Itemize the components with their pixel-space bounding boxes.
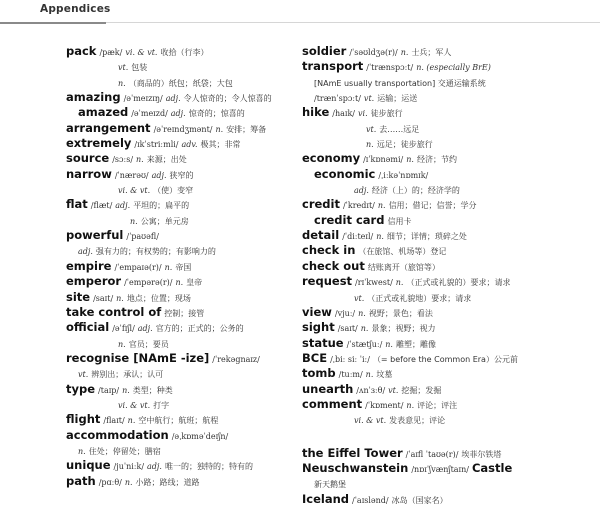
glossary-line xyxy=(302,57,598,72)
part-of-speech: n. xyxy=(377,201,386,211)
glossary-line xyxy=(66,195,298,210)
definition: 官员；要员 xyxy=(128,339,169,349)
phonetic: /ˈkɒment/ xyxy=(365,400,404,410)
definition: 地点；位置；现场 xyxy=(126,293,191,303)
phonetic: /ɪˈkɒnəmi/ xyxy=(363,155,404,165)
part-of-speech: vt. xyxy=(363,94,375,104)
headword: powerful xyxy=(66,228,124,243)
glossary-line xyxy=(302,395,598,410)
glossary-line xyxy=(66,241,298,256)
headword: view xyxy=(302,304,332,319)
phonetic: /ˈsəʊldʒə(r)/ xyxy=(349,48,398,57)
glossary-line xyxy=(302,444,598,459)
definition: 评论；评注 xyxy=(417,400,458,410)
glossary-line xyxy=(302,474,598,489)
glossary-line xyxy=(66,364,298,379)
glossary-line xyxy=(66,211,298,226)
headword: Iceland xyxy=(302,491,350,506)
definition: 皇帝 xyxy=(186,278,203,288)
glossary-line xyxy=(66,303,298,318)
definition: 结账离开（旅馆等） xyxy=(367,262,440,272)
headword: amazed xyxy=(78,105,129,120)
phonetic: /ɪkˈstriːmli/ xyxy=(134,140,179,150)
definition: 雕塑；雕像 xyxy=(395,339,436,349)
part-of-speech: adj. xyxy=(115,201,131,211)
glossary-line xyxy=(66,395,298,410)
glossary-line xyxy=(66,165,298,180)
headword: flat xyxy=(66,197,88,212)
phonetic: /ˈempaɪə(r)/ xyxy=(114,262,162,272)
glossary-line xyxy=(66,73,298,88)
part-of-speech: n. xyxy=(215,124,224,134)
definition: 信用；借记；信誉；学分 xyxy=(388,201,477,211)
definition: 公寓；单元房 xyxy=(140,216,189,226)
glossary-line xyxy=(66,472,298,487)
definition: （使）变窄 xyxy=(153,186,194,196)
part-of-speech: n. xyxy=(118,339,126,349)
part-of-speech: vt. xyxy=(78,370,89,380)
glossary-line xyxy=(66,426,298,441)
glossary-line xyxy=(66,334,298,349)
phonetic: /ˈempərə(r)/ xyxy=(124,278,173,288)
glossary-line xyxy=(302,318,598,333)
phonetic: /ˈnærəʊ/ xyxy=(114,170,149,180)
phonetic: /əˈreɪndʒmənt/ xyxy=(153,124,213,134)
headword: check out xyxy=(302,258,365,273)
part-of-speech: vt. xyxy=(354,293,365,303)
glossary-line xyxy=(66,456,298,471)
headword: economy xyxy=(302,151,361,166)
glossary-line xyxy=(302,195,598,210)
definition: 景象；视野；视力 xyxy=(371,324,436,334)
glossary-line xyxy=(66,410,298,425)
glossary-column-right xyxy=(302,42,598,505)
part-of-speech: n. xyxy=(376,232,384,242)
definition: （正式或礼貌地）要求；请求 xyxy=(367,293,472,303)
phonetic: /sɔːs/ xyxy=(112,155,134,165)
headword: tomb xyxy=(302,366,336,381)
glossary-line xyxy=(302,364,598,379)
headword: Neuschwanstein xyxy=(302,460,409,475)
glossary-line xyxy=(302,272,598,287)
part-of-speech: n. xyxy=(406,400,415,410)
glossary-line xyxy=(302,257,598,272)
definition: 住处；停留处；膳宿 xyxy=(88,446,161,456)
phonetic: /taɪp/ xyxy=(98,385,120,395)
definition: 信用卡 xyxy=(387,216,412,226)
phonetic: /tuːm/ xyxy=(338,370,363,380)
part-of-speech: n. xyxy=(360,324,369,334)
glossary-line xyxy=(302,334,598,349)
part-of-speech: adj. xyxy=(165,94,181,104)
glossary-line xyxy=(302,349,598,364)
headword: site xyxy=(66,289,91,304)
definition: 强有力的；有权势的；有影响力的 xyxy=(95,247,216,257)
phonetic: /əˈmeɪzd/ xyxy=(131,109,168,119)
phonetic: /juˈniːk/ xyxy=(113,462,145,472)
phonetic: /ˈstætʃuː/ xyxy=(346,339,383,349)
headword: accommodation xyxy=(66,427,169,442)
definition: 细节；详情；琐碎之处 xyxy=(386,232,467,242)
part-of-speech: vt. xyxy=(388,385,399,395)
definition: 帝国 xyxy=(175,262,192,272)
glossary-line xyxy=(302,380,598,395)
headword: recognise [NAmE -ize] xyxy=(66,350,210,365)
section-title: Appendices xyxy=(40,3,111,15)
part-of-speech: n. xyxy=(122,385,130,395)
definition: 惊奇的；惊喜的 xyxy=(188,109,245,119)
definition: 收拾（行李） xyxy=(160,48,209,57)
headword: type xyxy=(66,381,96,396)
phonetic: /ˈtrænspɔːt/ xyxy=(366,63,414,73)
glossary-line xyxy=(302,490,598,505)
headword: soldier xyxy=(302,44,347,58)
phonetic: /pæk/ xyxy=(99,48,123,57)
part-of-speech: adj. xyxy=(151,170,167,180)
definition: 冰岛（国家名） xyxy=(391,495,448,505)
glossary-line xyxy=(302,73,598,88)
glossary-line xyxy=(66,88,298,103)
part-of-speech: n. xyxy=(358,308,366,318)
part-of-speech: n. xyxy=(395,278,404,288)
headword: BCE xyxy=(302,350,328,365)
definition: （= before the Common Era）公元前 xyxy=(372,354,518,364)
headword: arrangement xyxy=(66,120,151,135)
definition: 类型；种类 xyxy=(132,385,173,395)
phonetic: /əˌkɒməˈdeɪʃn/ xyxy=(171,431,229,441)
phonetic: /saɪt/ xyxy=(93,293,114,303)
headword: sight xyxy=(302,320,335,335)
part-of-speech: n. xyxy=(116,293,124,303)
definition: 经济（上）的；经济学的 xyxy=(371,186,460,196)
part-of-speech: n. xyxy=(130,216,138,226)
headword: extremely xyxy=(66,136,132,151)
phonetic: /ˈaɪfl ˈtaʊə(r)/ xyxy=(405,449,459,459)
definition: （正式或礼貌的）要求；请求 xyxy=(406,278,511,288)
phonetic: /ˈaɪslənd/ xyxy=(352,495,389,505)
glossary-line xyxy=(302,303,598,318)
phonetic: /vjuː/ xyxy=(334,308,356,318)
glossary-line xyxy=(66,272,298,287)
glossary-line xyxy=(66,349,298,364)
part-of-speech: n. xyxy=(164,262,173,272)
definition: 狭窄的 xyxy=(169,170,194,180)
glossary-line xyxy=(302,459,598,474)
glossary-line xyxy=(302,410,598,425)
headword: statue xyxy=(302,335,344,350)
part-of-speech: n. xyxy=(175,278,184,288)
headword: request xyxy=(302,274,353,289)
glossary-line xyxy=(66,42,298,57)
part-of-speech: n. xyxy=(136,155,144,165)
glossary-line xyxy=(66,134,298,149)
glossary-line xyxy=(66,149,298,164)
headword: amazing xyxy=(66,90,121,105)
glossary-line xyxy=(66,288,298,303)
part-of-speech: n. (especially BrE) xyxy=(416,63,491,73)
glossary-line xyxy=(66,57,298,72)
definition: 来源；出处 xyxy=(146,155,187,165)
definition: 辨别出；承认；认可 xyxy=(91,370,164,380)
definition: 空中航行；航班；航程 xyxy=(138,416,219,426)
glossary-line xyxy=(302,180,598,195)
phonetic: /əˈmeɪzɪŋ/ xyxy=(123,94,163,104)
part-of-speech: n. xyxy=(385,339,393,349)
glossary-line xyxy=(66,441,298,456)
headword: path xyxy=(66,473,96,488)
part-of-speech: adj. xyxy=(147,462,162,472)
definition: 小路；路线；道路 xyxy=(135,477,200,487)
headword: take control of xyxy=(66,304,162,319)
definition: 新天鹅堡 xyxy=(314,480,346,490)
definition: 官方的；正式的；公务的 xyxy=(155,324,244,334)
part-of-speech: n. xyxy=(365,370,374,380)
definition: 埃菲尔铁塔 xyxy=(461,449,502,459)
definition: 远足；徒步旅行 xyxy=(376,140,433,150)
headword: source xyxy=(66,151,110,166)
part-of-speech: n. xyxy=(118,78,126,88)
headword: credit xyxy=(302,197,340,212)
part-of-speech: n. xyxy=(400,48,409,57)
glossary-line xyxy=(302,134,598,149)
glossary-line xyxy=(66,257,298,272)
headword: narrow xyxy=(66,166,112,181)
definition: 唯一的；独特的；特有的 xyxy=(164,462,253,472)
part-of-speech: vt. xyxy=(366,124,377,134)
definition: 士兵；军人 xyxy=(411,48,452,57)
headword: unearth xyxy=(302,381,354,396)
phonetic: /haɪk/ xyxy=(332,109,355,119)
phonetic: /ˈdiːteɪl/ xyxy=(342,232,374,242)
part-of-speech: vt. xyxy=(118,63,129,73)
glossary-line xyxy=(302,426,598,444)
headword: the Eiffel Tower xyxy=(302,445,403,460)
headword: empire xyxy=(66,258,112,273)
phonetic: /əˈfɪʃl/ xyxy=(112,324,135,334)
part-of-speech: adj. xyxy=(137,324,153,334)
phonetic: /pɑːθ/ xyxy=(98,477,122,487)
definition: 打字 xyxy=(153,400,170,410)
part-of-speech: n. xyxy=(366,140,374,150)
glossary-line xyxy=(302,88,598,103)
phonetic: /nɒɪˈʃvænʃtaɪn/ xyxy=(411,464,469,474)
headword: emperor xyxy=(66,274,122,289)
glossary-line xyxy=(66,318,298,333)
phonetic: /ˌbiː siː ˈiː/ xyxy=(330,354,370,364)
definition: Castle xyxy=(471,460,513,475)
page-header xyxy=(0,0,600,23)
headword: detail xyxy=(302,228,340,243)
phonetic: /trænˈspɔːt/ xyxy=(314,94,361,104)
headword: comment xyxy=(302,396,363,411)
glossary-line xyxy=(302,165,598,180)
part-of-speech: vi. & vt. xyxy=(354,416,387,426)
phonetic: /ˈrekəgnaɪz/ xyxy=(212,354,260,364)
definition: 安排；筹备 xyxy=(226,124,267,134)
headword: economic xyxy=(314,166,376,181)
definition: [NAmE usually transportation] 交通运输系统 xyxy=(314,78,486,88)
part-of-speech: n. xyxy=(406,155,414,165)
glossary-line xyxy=(66,119,298,134)
definition: 控制；接管 xyxy=(164,308,205,318)
part-of-speech: adv. xyxy=(181,140,198,150)
phonetic: /ˈkredɪt/ xyxy=(342,201,375,211)
glossary-line xyxy=(302,119,598,134)
glossary-line xyxy=(302,103,598,118)
definition: （商品的）纸包；纸袋；大包 xyxy=(128,78,233,88)
phonetic: /ˌiːkəˈnɒmɪk/ xyxy=(378,170,429,180)
definition: 令人惊奇的；令人惊喜的 xyxy=(183,94,272,104)
definition: 徒步旅行 xyxy=(370,109,403,119)
definition: 经济；节约 xyxy=(416,155,457,165)
headword: transport xyxy=(302,59,364,74)
phonetic: /flaɪt/ xyxy=(103,416,125,426)
definition: 包装 xyxy=(131,63,148,73)
definition: 运输；运送 xyxy=(377,94,418,104)
headword: credit card xyxy=(314,212,385,227)
glossary-line xyxy=(66,103,298,118)
glossary-column-left xyxy=(66,42,298,487)
glossary-line xyxy=(302,211,598,226)
phonetic: /saɪt/ xyxy=(337,324,358,334)
glossary-line xyxy=(302,226,598,241)
definition: 视野；景色；看法 xyxy=(368,308,433,318)
phonetic: /ʌnˈɜːθ/ xyxy=(356,385,386,395)
part-of-speech: vi. & vt. xyxy=(118,400,151,410)
definition: 坟墓 xyxy=(376,370,393,380)
phonetic: /flæt/ xyxy=(90,201,113,211)
headword: official xyxy=(66,320,110,335)
phonetic: /ˈpaʊəfl/ xyxy=(126,232,159,242)
part-of-speech: vi. xyxy=(358,109,368,119)
definition: 发表意见；评论 xyxy=(389,416,446,426)
part-of-speech: vi. & vt. xyxy=(118,186,151,196)
part-of-speech: n. xyxy=(124,477,133,487)
part-of-speech: adj. xyxy=(170,109,186,119)
part-of-speech: adj. xyxy=(354,186,369,196)
headword: unique xyxy=(66,458,111,473)
part-of-speech: n. xyxy=(78,446,86,456)
headword: hike xyxy=(302,105,330,120)
glossary-line xyxy=(302,241,598,256)
glossary-line xyxy=(302,288,598,303)
headword: flight xyxy=(66,412,101,427)
headword: check in xyxy=(302,243,356,258)
part-of-speech: vi. & vt. xyxy=(125,48,158,57)
part-of-speech: n. xyxy=(127,416,136,426)
definition: 极其；非常 xyxy=(200,140,241,150)
definition: 挖掘；发掘 xyxy=(401,385,442,395)
glossary-line xyxy=(302,149,598,164)
definition: 去……远足 xyxy=(379,124,420,134)
part-of-speech: adj. xyxy=(78,247,93,257)
glossary-line xyxy=(302,42,598,57)
phonetic: /rɪˈkwest/ xyxy=(355,278,393,288)
glossary-line xyxy=(66,380,298,395)
definition: 平坦的；扁平的 xyxy=(133,201,190,211)
definition: （在旅馆、机场等）登记 xyxy=(358,247,447,257)
glossary-line xyxy=(66,180,298,195)
headword: pack xyxy=(66,44,97,58)
glossary-line xyxy=(66,226,298,241)
